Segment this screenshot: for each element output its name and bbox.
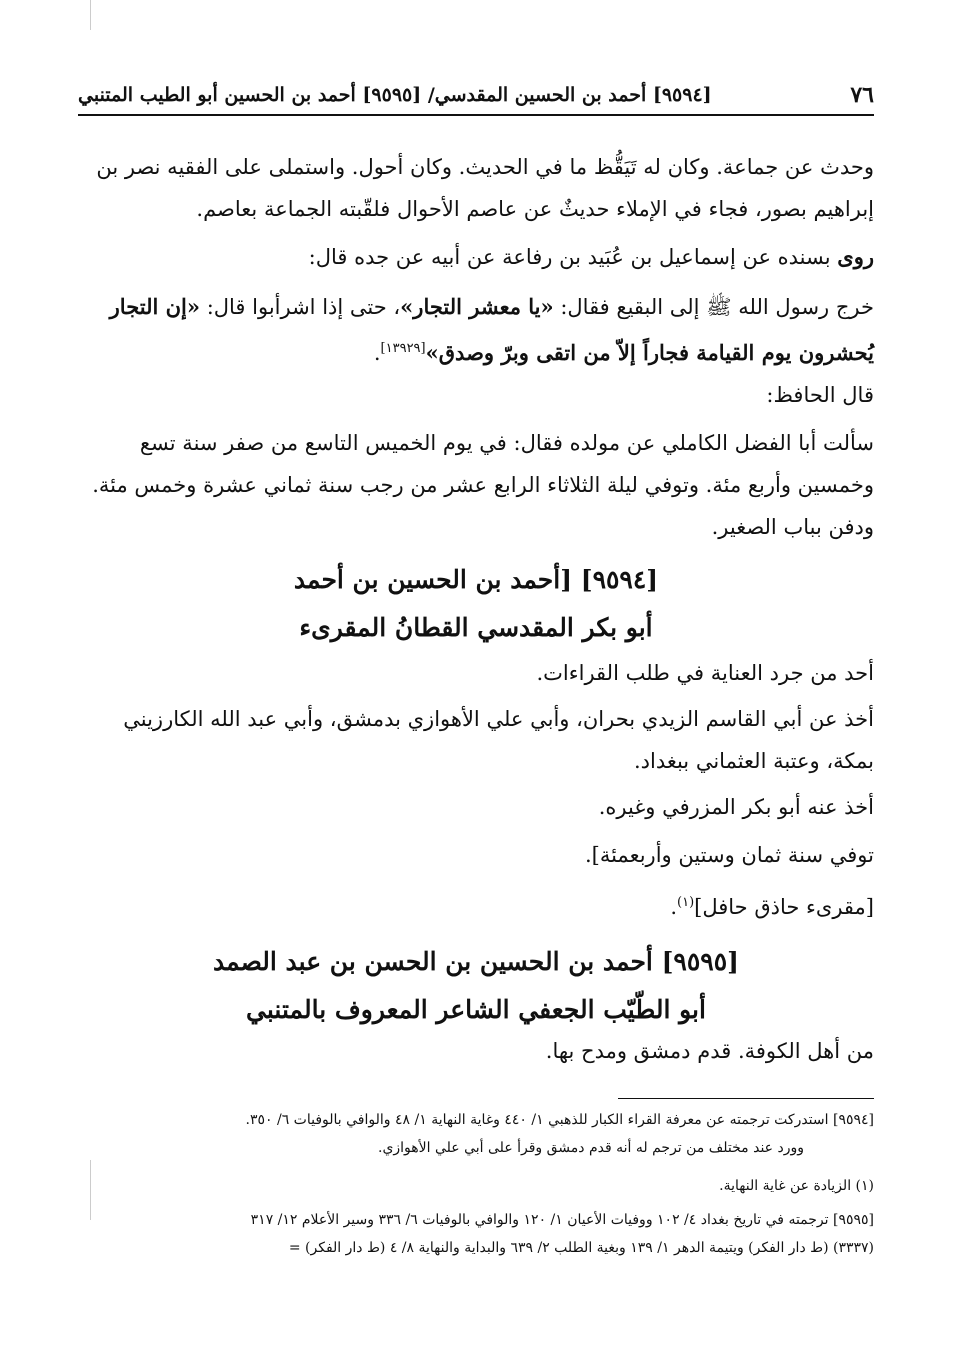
entry-9594-paragraph-3: أخذ عنه أبو بكر المزرفي وغيره.: [598, 795, 874, 819]
hadith-quote-1: «يا معشر التجار»: [400, 294, 554, 319]
body-paragraph-4: قال الحافظ:: [766, 383, 874, 407]
footnote-9594-line-2: وورد عند مختلف من ترجم له أنه قدم دمشق وقرأ على أبي علي الأهوازي.: [378, 1140, 804, 1156]
entry-title-9594: [78, 556, 874, 652]
isnad-text: بسنده عن إسماعيل بن عُبَيد بن رفاعة عن أبيه عن جده قال:: [308, 245, 838, 269]
footnote-9595-line-2: (٣٣٣٧) (ط دار الفكر) ويتيمة الدهر ١/ ١٣٩ وبغية الطلب ٢/ ٦٣٩ والبداية والنهاية ٨/ ٤ (ط دار الفكر) =: [288, 1240, 874, 1256]
footnote-1: (١) الزيادة عن غاية النهاية.: [719, 1178, 874, 1194]
hadith-text-a: خرج رسول الله ﷺ إلى البقيع فقال:: [553, 295, 874, 319]
footnote-9594: [78, 1106, 874, 1162]
scan-artifact-line: [90, 0, 91, 30]
footnote-9594-line-1: [٩٥٩٤] استدركت ترجمته عن معرفة القراء الكبار للذهبي ١/ ٤٤٠ وغاية النهاية ١/ ٤٨ والوافي بالوفيات ٦/ ٣٥٠.: [245, 1112, 874, 1128]
hadith-ref-number: [١٣٩٢٩]: [380, 341, 426, 356]
footnote-separator: [618, 1098, 874, 1099]
hadith-end: .: [373, 341, 381, 365]
entry-title-9595: [78, 938, 874, 1034]
footnote-marker: (١): [677, 895, 695, 910]
hadith-paragraph: [78, 286, 874, 374]
entry-9594-paragraph-2: أخذ عن أبي القاسم الزيدي بحران، وأبي علي الأهوازي بدمشق، وأبي عبد الله الكارزيني بمكة، وعتبة العثماني ببغداد.: [123, 707, 874, 773]
entry-title-9594-line-1: [٩٥٩٤] [أحمد بن الحسين بن أحمد: [293, 565, 659, 594]
footnote-9595-line-1: [٩٥٩٥] ترجمته في تاريخ بغداد ٤/ ١٠٢ ووفيات الأعيان ١/ ١٢٠ والوافي بالوفيات ٦/ ٣٣٦ وسير الأعلام ١٢/ ٣١٧: [250, 1212, 874, 1228]
hadith-quote-2: «إن التجار يُحشرون يوم القيامة فجاراً إلاّ من اتقى وبرّ وصدق»: [109, 294, 874, 365]
entry-9594-paragraph-5: [78, 882, 874, 928]
running-title: [٩٥٩٤] أحمد بن الحسين المقدسي/ [٩٥٩٥] أحمد بن الحسين أبو الطيب المتنبي: [78, 84, 712, 106]
rawa-keyword: روى: [837, 244, 874, 269]
entry-title-9594-line-2: أبو بكر المقدسي القطانُ المقرىء: [299, 613, 653, 642]
entry-title-9595-line-2: أبو الطّيّب الجعفي الشاعر المعروف بالمتنبي: [246, 995, 706, 1024]
period: .: [670, 895, 677, 919]
entry-title-9595-line-1: [٩٥٩٥] أحمد بن الحسين بن الحسن بن عبد الصمد: [213, 947, 739, 976]
bracketed-addition: [مقرىء حاذق حافل]: [694, 895, 874, 919]
page-number: ٧٦: [850, 82, 874, 108]
body-paragraph-5: سألت أبا الفضل الكاملي عن مولده فقال: في يوم الخميس التاسع من صفر سنة تسع وخمسين وأربع مئة. وتوفي ليلة الثلاثاء الرابع عشر من رجب سنة ثماني عشرة وخمس مئة. ودفن بباب الصغير.: [92, 431, 874, 539]
entry-9594-paragraph-4: توفي سنة ثمان وستين وأربعمئة].: [584, 843, 874, 867]
footnote-9595: [78, 1206, 874, 1262]
entry-9595-paragraph-1: من أهل الكوفة. قدم دمشق ومدح بها.: [545, 1039, 874, 1063]
body-paragraph-2: [78, 236, 874, 278]
running-header: [78, 80, 874, 116]
hadith-text-c: ، حتى إذا اشرأبوا قال:: [200, 295, 401, 319]
body-paragraph-1: وحدث عن جماعة. وكان له تَيَقُّظ ما في الحديث. وكان أحول. واستملى على الفقيه نصر بن إبراهيم بصور، فجاء في الإملاء حديثٌ عن عاصم الأحوال فلقّبته الجماعة بعاصم.: [96, 155, 874, 221]
entry-9594-paragraph-1: أحد من جرد العناية في طلب القراءات.: [536, 661, 874, 685]
